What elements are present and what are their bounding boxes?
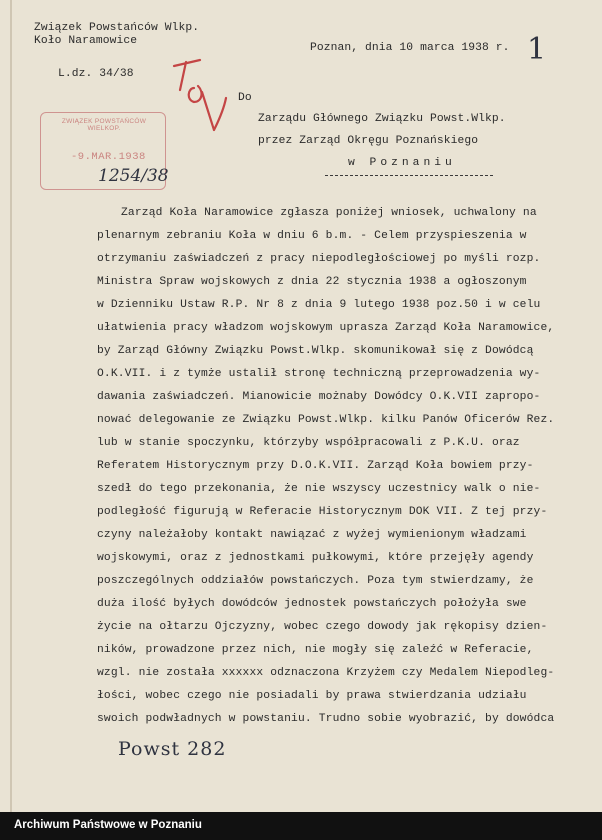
reference-number: L.dz. 34/38 <box>58 68 134 80</box>
body-line-3: otrzymaniu zaświadczeń z pracy niepodległościowej po myśli rozp. <box>97 253 541 265</box>
stamp-text: ZWIĄZEK POWSTAŃCÓW WIELKOP. <box>61 118 147 132</box>
body-line-6: ułatwienia pracy władzom wojskowym uprasza Zarząd Koła Naramowice, <box>97 322 555 334</box>
body-line-7: by Zarząd Główny Związku Powst.Wlkp. skomunikował się z Dowódcą <box>97 345 534 357</box>
body-line-18: duża ilość byłych dowódców jednostek powstańczych położyła swe <box>97 598 527 610</box>
body-line-5: w Dzienniku Ustaw R.P. Nr 8 z dnia 9 lutego 1938 poz.50 i w celu <box>97 299 541 311</box>
body-line-15: czyny należałoby kontakt nawiązać z wyżej wymienionym władzami <box>97 529 527 541</box>
body-line-19: życie na ołtarzu Ojczyzny, wobec czego dowody jak rękopisy dzien- <box>97 621 548 633</box>
body-line-23: swoich podwładnych w powstaniu. Trudno sobie wyobrazić, by dowódca <box>97 713 555 725</box>
red-pencil-mark <box>166 52 246 142</box>
archive-annotation: Powst 282 <box>118 738 227 760</box>
body-line-2: plenarnym zebraniu Koła w dniu 6 b.m. - Celem przyspieszenia w <box>97 230 527 242</box>
body-line-13: szedł do tego przekonania, że nie wszyscy uczestnicy walk o nie- <box>97 483 541 495</box>
body-line-1: Zarząd Koła Naramowice zgłasza poniżej wniosek, uchwalony na <box>121 207 537 219</box>
body-line-12: Referatem Historycznym przy D.O.K.VII. Zarząd Koła bowiem przy- <box>97 460 534 472</box>
page-number: 1 <box>527 32 547 67</box>
body-line-16: wojskowymi, oraz z jednostkami pułkowymi, które przejęły agendy <box>97 552 534 564</box>
body-line-17: poszczególnych oddziałów powstańczych. Poza tym stwierdzamy, że <box>97 575 534 587</box>
body-line-22: łości, wobec czego nie posiadali by prawa stwierdzania udziału <box>97 690 527 702</box>
org-line1: Związek Powstańców Wlkp. <box>34 22 200 34</box>
footer-text: Archiwum Państwowe w Poznaniu <box>14 819 202 831</box>
addressee-underline <box>325 175 493 176</box>
org-line2: Koło Naramowice <box>34 35 138 47</box>
archive-footer <box>0 812 602 840</box>
body-line-11: lub w stanie spoczynku, którzyby współpracowali z P.K.U. oraz <box>97 437 520 449</box>
body-line-4: Ministra Spraw wojskowych z dnia 22 stycznia 1938 a ogłoszonym <box>97 276 527 288</box>
body-line-8: O.K.VII. i z tymże ustalił stronę techniczną przeprowadzenia wy- <box>97 368 541 380</box>
stamp-date: -9.MAR.1938 <box>71 151 146 163</box>
handwritten-registry-number: 1254/38 <box>98 166 169 186</box>
addressee-to: Do <box>238 92 252 104</box>
body-line-9: dawania zaświadczeń. Mianowicie możnaby Dowódcy O.K.VII zapropo- <box>97 391 541 403</box>
body-line-14: podległość figurują w Referacie Historycznym DOK VII. Z tej przy- <box>97 506 548 518</box>
body-line-21: wzgl. nie została xxxxxx odznaczona Krzyżem czy Medalem Niepodleg- <box>97 667 555 679</box>
body-line-20: ników, prowadzone przez nich, nie mogły się zaleźć w Referacie, <box>97 644 534 656</box>
place-date: Poznan, dnia 10 marca 1938 r. <box>310 42 510 54</box>
body-line-10: nować delegowanie ze Związku Powst.Wlkp. kilku Panów Oficerów Rez. <box>97 414 555 426</box>
page-fold-line <box>10 0 12 812</box>
addressee-line3: w Poznaniu <box>348 157 456 169</box>
addressee-line2: przez Zarząd Okręgu Poznańskiego <box>258 135 479 147</box>
addressee-line1: Zarządu Głównego Związku Powst.Wlkp. <box>258 113 506 125</box>
